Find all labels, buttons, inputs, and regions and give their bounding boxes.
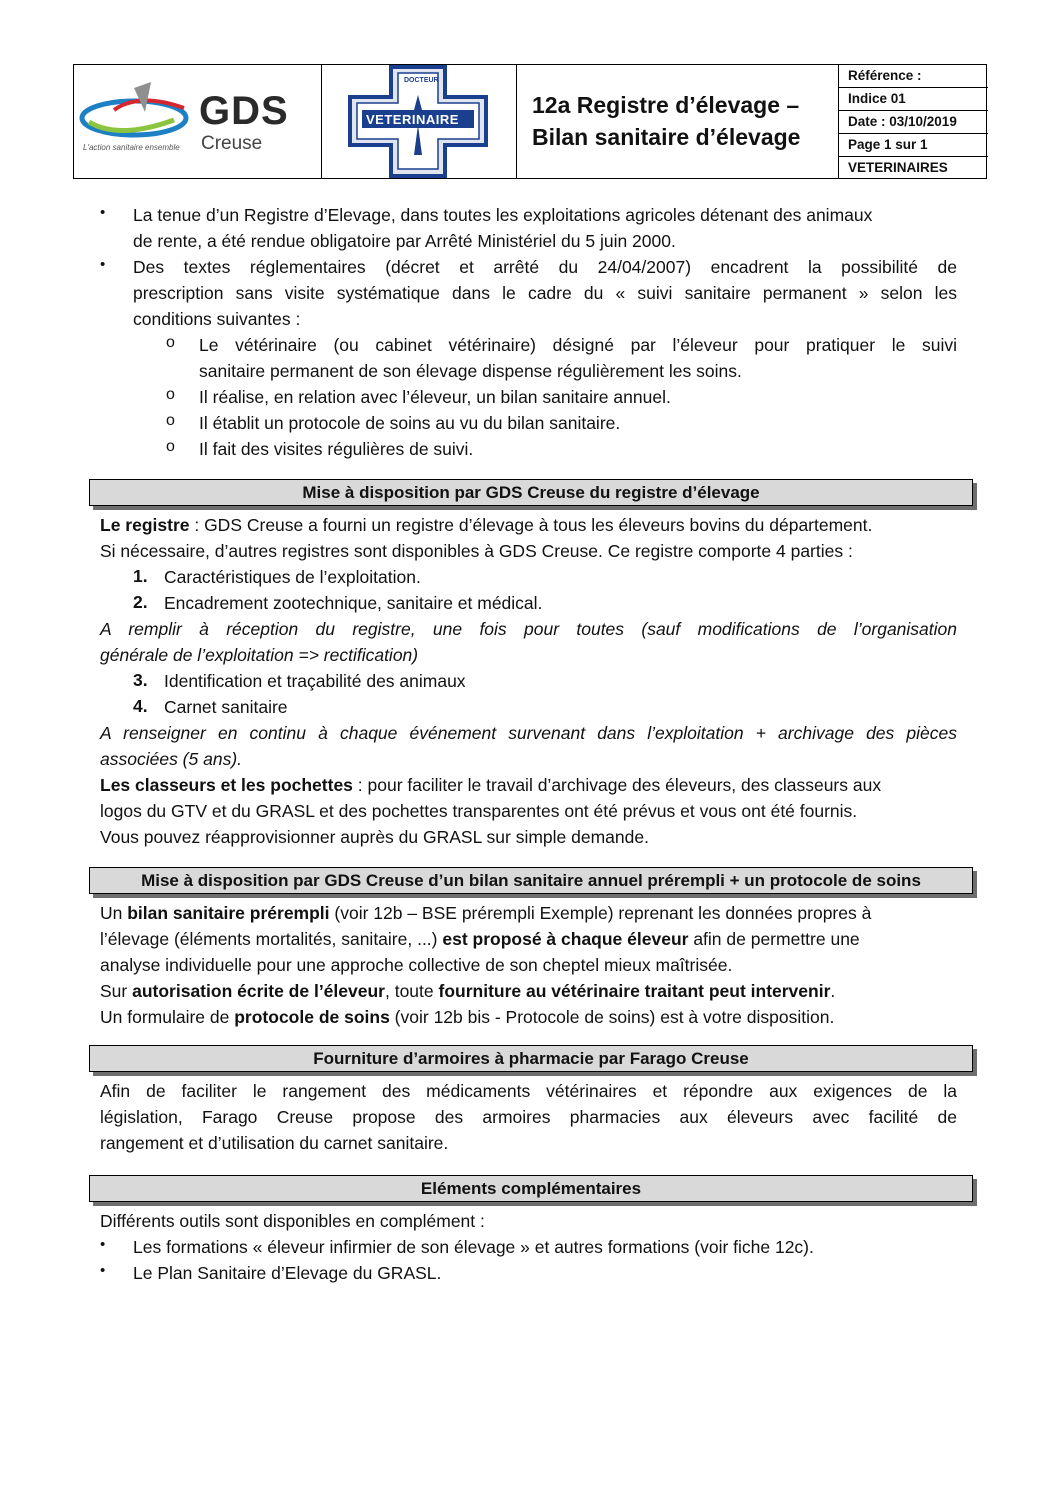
bilan-text: (voir 12b bis - Protocole de soins) est à votre disposition. xyxy=(389,1007,835,1027)
classeurs-line: Vous pouvez réapprovisionner auprès du GRASL sur simple demande. xyxy=(100,827,649,847)
classeurs-text: : pour faciliter le travail d’archivage des éleveurs, des classeurs aux xyxy=(352,775,882,795)
bilan-line: analyse individuelle pour une approche collective de son cheptel mieux maîtrisée. xyxy=(100,955,733,975)
bilan-text: Un xyxy=(100,903,128,923)
section-title-bilan: Mise à disposition par GDS Creuse d’un bilan sanitaire annuel prérempli + un protocole de soins xyxy=(89,867,973,894)
intro-sub-2: Il réalise, en relation avec l’éleveur, un bilan sanitaire annuel. xyxy=(199,387,671,407)
bullet-glyph: • xyxy=(100,204,106,221)
gds-logo-sub: Creuse xyxy=(201,133,263,154)
intro-sub-1-line: sanitaire permanent de son élevage dispense régulièrement les soins. xyxy=(199,361,742,381)
list-number: 3. xyxy=(133,670,148,690)
bilan-text: , toute xyxy=(384,981,439,1001)
bilan-bold: fourniture au vétérinaire traitant peut intervenir xyxy=(438,981,831,1001)
note-renseigner xyxy=(100,720,957,772)
gds-swoosh-icon xyxy=(79,80,199,142)
list-item: Identification et traçabilité des animaux xyxy=(164,671,466,691)
gds-logo xyxy=(74,65,322,178)
intro-bullet-2-line: conditions suivantes : xyxy=(133,309,301,329)
document-title-line-1: 12a Registre d’élevage – xyxy=(532,92,800,118)
intro-bullet-1-line: La tenue d’un Registre d’Elevage, dans toutes les exploitations agricoles détenant des animaux xyxy=(133,205,873,225)
section-title-armoires: Fourniture d’armoires à pharmacie par Farago Creuse xyxy=(89,1045,973,1072)
document-title-cell xyxy=(517,65,839,178)
circle-glyph: o xyxy=(166,438,175,455)
intro-sub-4: Il fait des visites régulières de suivi. xyxy=(199,439,474,459)
document-title xyxy=(532,89,800,153)
classeurs-line xyxy=(100,772,957,798)
intro-sub-1-line: Le vétérinaire (ou cabinet vétérinaire) désigné par l’éleveur pour pratiquer le suivi xyxy=(199,335,957,355)
list-number: 4. xyxy=(133,696,148,716)
list-item: Carnet sanitaire xyxy=(164,697,288,717)
veterinaire-logo-top: DOCTEUR xyxy=(404,77,439,84)
section-title-complementaires: Eléments complémentaires xyxy=(89,1175,973,1202)
bilan-line xyxy=(100,926,957,952)
bilan-text: (voir 12b – BSE prérempli Exemple) reprenant les données propres à xyxy=(329,903,872,923)
service-label: VETERINAIRES xyxy=(848,160,948,175)
classeurs-line: logos du GTV et du GRASL et des pochettes transparentes ont été prévus et vous ont été fournis. xyxy=(100,801,858,821)
complementaires-intro: Différents outils sont disponibles en complément : xyxy=(100,1211,485,1231)
armoires-paragraph xyxy=(100,1078,957,1156)
intro-bullet-2-line: prescription sans visite systématique dans le cadre du « suivi sanitaire permanent » selon les xyxy=(133,283,957,303)
bilan-line xyxy=(100,900,957,926)
section-title-registre: Mise à disposition par GDS Creuse du registre d’élevage xyxy=(89,479,973,506)
note-remplir-line: A remplir à réception du registre, une fois pour toutes (sauf modifications de l’organisation xyxy=(100,619,957,639)
bilan-text: l’élevage (éléments mortalités, sanitaire, ...) xyxy=(100,929,443,949)
bilan-text: Un formulaire de xyxy=(100,1007,235,1027)
veterinaire-logo-text: VETERINAIRE xyxy=(366,112,459,127)
classeurs-paragraph xyxy=(100,772,957,850)
list-number: 2. xyxy=(133,592,148,612)
registre-paragraph xyxy=(100,512,957,564)
intro-bullet-2-line: Des textes réglementaires (décret et arrêté du 24/04/2007) encadrent la possibilité de xyxy=(133,257,957,277)
bilan-paragraph xyxy=(100,900,957,1030)
note-remplir xyxy=(100,616,957,668)
note-renseigner-line: A renseigner en continu à chaque événement survenant dans l’exploitation + archivage des pièces xyxy=(100,723,957,743)
reference-block xyxy=(839,65,988,178)
bilan-text: afin de permettre une xyxy=(688,929,860,949)
intro-sub-1 xyxy=(199,332,957,384)
circle-glyph: o xyxy=(166,334,175,351)
circle-glyph: o xyxy=(166,386,175,403)
registre-bold: Le registre xyxy=(100,515,190,535)
registre-line xyxy=(100,512,957,538)
veterinaire-logo xyxy=(322,65,517,178)
document-title-line-2: Bilan sanitaire d’élevage xyxy=(532,124,801,150)
armoires-line: rangement et d’utilisation du carnet sanitaire. xyxy=(100,1133,449,1153)
bullet-glyph: • xyxy=(100,256,106,273)
gds-logo-name: GDS xyxy=(199,89,289,133)
bilan-text: . xyxy=(830,981,836,1001)
circle-glyph: o xyxy=(166,412,175,429)
reference-label: Référence : xyxy=(839,65,988,88)
bilan-bold: autorisation écrite de l’éleveur xyxy=(132,981,385,1001)
list-item: Encadrement zootechnique, sanitaire et médical. xyxy=(164,593,543,613)
registre-text: : GDS Creuse a fourni un registre d’élevage à tous les éleveurs bovins du département. xyxy=(189,515,873,535)
bilan-bold: bilan sanitaire prérempli xyxy=(127,903,330,923)
complementaires-bullet-1: Les formations « éleveur infirmier de son élevage » et autres formations (voir fiche 12c). xyxy=(133,1237,814,1257)
note-remplir-line: générale de l’exploitation => rectification) xyxy=(100,645,419,665)
classeurs-bold: Les classeurs et les pochettes xyxy=(100,775,353,795)
registre-line: Si nécessaire, d’autres registres sont disponibles à GDS Creuse. Ce registre comporte 4 parties : xyxy=(100,541,853,561)
document-header xyxy=(73,64,987,179)
bilan-text: Sur xyxy=(100,981,133,1001)
armoires-line: législation, Farago Creuse propose des armoires pharmacies aux éleveurs avec facilité de xyxy=(100,1107,957,1127)
indice-label: Indice 01 xyxy=(839,88,988,111)
bilan-line xyxy=(100,1004,957,1030)
note-renseigner-line: associées (5 ans). xyxy=(100,749,243,769)
bullet-glyph: • xyxy=(100,1236,106,1253)
intro-bullet-1-line: de rente, a été rendue obligatoire par Arrêté Ministériel du 5 juin 2000. xyxy=(133,231,676,251)
armoires-line: Afin de faciliter le rangement des médicaments vétérinaires et répondre aux exigences de la xyxy=(100,1081,957,1101)
complementaires-bullet-2: Le Plan Sanitaire d’Elevage du GRASL. xyxy=(133,1263,442,1283)
list-number: 1. xyxy=(133,566,148,586)
intro-bullet-1 xyxy=(133,202,957,254)
intro-bullet-2 xyxy=(133,254,957,332)
intro-sub-3: Il établit un protocole de soins au vu du bilan sanitaire. xyxy=(199,413,621,433)
page-label: Page 1 sur 1 xyxy=(839,134,988,157)
list-item: Caractéristiques de l’exploitation. xyxy=(164,567,421,587)
gds-logo-slogan: L'action sanitaire ensemble xyxy=(83,143,180,152)
bullet-glyph: • xyxy=(100,1262,106,1279)
bilan-bold: est proposé à chaque éleveur xyxy=(442,929,689,949)
bilan-bold: protocole de soins xyxy=(234,1007,390,1027)
date-label: Date : 03/10/2019 xyxy=(839,111,988,134)
bilan-line xyxy=(100,978,957,1004)
